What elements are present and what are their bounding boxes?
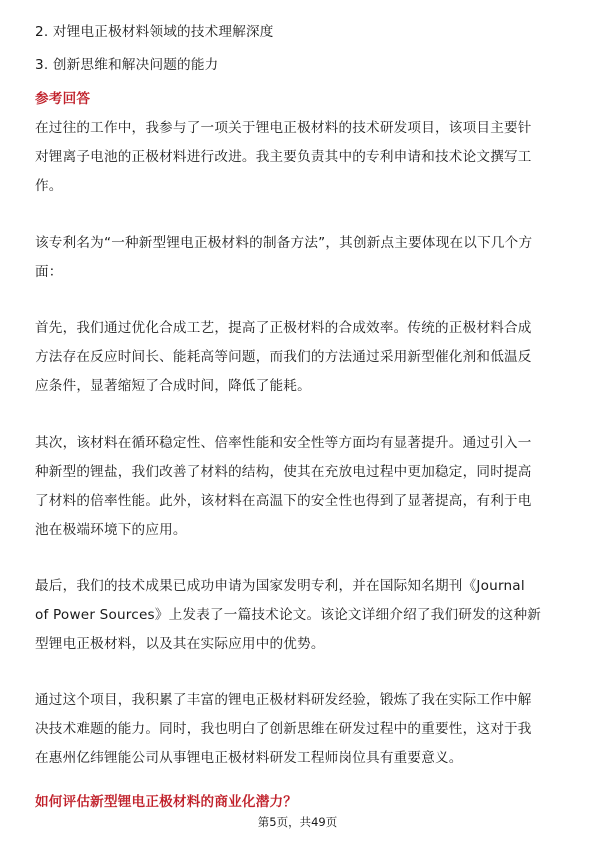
paragraph-line: 方法存在反应时间长、能耗高等问题，而我们的方法通过采用新型催化剂和低温反 — [35, 349, 532, 365]
criterion-item: 2. 对锂电正极材料领域的技术理解深度 — [35, 24, 274, 40]
paragraph-line: of Power Sources》上发表了一篇技术论文。该论文详细介绍了我们研发的这种新 — [35, 607, 542, 623]
paragraph-line: 应条件，显著缩短了合成时间，降低了能耗。 — [35, 378, 311, 394]
paragraph-line: 池在极端环境下的应用。 — [35, 522, 187, 538]
paragraph-line: 首先，我们通过优化合成工艺，提高了正极材料的合成效率。传统的正极材料合成 — [35, 320, 532, 336]
paragraph-line: 在惠州亿纬锂能公司从事锂电正极材料研发工程师岗位具有重要意义。 — [35, 750, 463, 766]
paragraph-line: 该专利名为“一种新型锂电正极材料的制备方法”，其创新点主要体现在以下几个方 — [35, 235, 533, 251]
paragraph-line: 对锂离子电池的正极材料进行改进。我主要负责其中的专利申请和技术论文撰写工 — [35, 149, 532, 165]
paragraph-line: 型锂电正极材料，以及其在实际应用中的优势。 — [35, 636, 325, 652]
paragraph-line: 决技术难题的能力。同时，我也明白了创新思维在研发过程中的重要性，这对于我 — [35, 721, 532, 737]
paragraph-line: 种新型的锂盐，我们改善了材料的结构，使其在充放电过程中更加稳定，同时提高 — [35, 464, 532, 480]
paragraph-line: 最后，我们的技术成果已成功申请为国家发明专利，并在国际知名期刊《Journal — [35, 578, 525, 594]
answer-heading: 参考回答 — [35, 91, 91, 107]
paragraph-line: 通过这个项目，我积累了丰富的锂电正极材料研发经验，锻炼了我在实际工作中解 — [35, 692, 532, 708]
paragraph-line: 其次，该材料在循环稳定性、倍率性能和安全性等方面均有显著提升。通过引入一 — [35, 435, 532, 451]
paragraph-line: 了材料的倍率性能。此外，该材料在高温下的安全性也得到了显著提高，有利于电 — [35, 493, 532, 509]
paragraph-line: 在过往的工作中，我参与了一项关于锂电正极材料的技术研发项目，该项目主要针 — [35, 120, 532, 136]
page-footer: 第5页，共49页 — [257, 815, 338, 829]
paragraph-line: 面： — [35, 264, 63, 280]
criterion-item: 3. 创新思维和解决问题的能力 — [35, 57, 219, 73]
paragraph-line: 作。 — [35, 178, 63, 194]
next-question-heading: 如何评估新型锂电正极材料的商业化潜力？ — [35, 794, 298, 810]
